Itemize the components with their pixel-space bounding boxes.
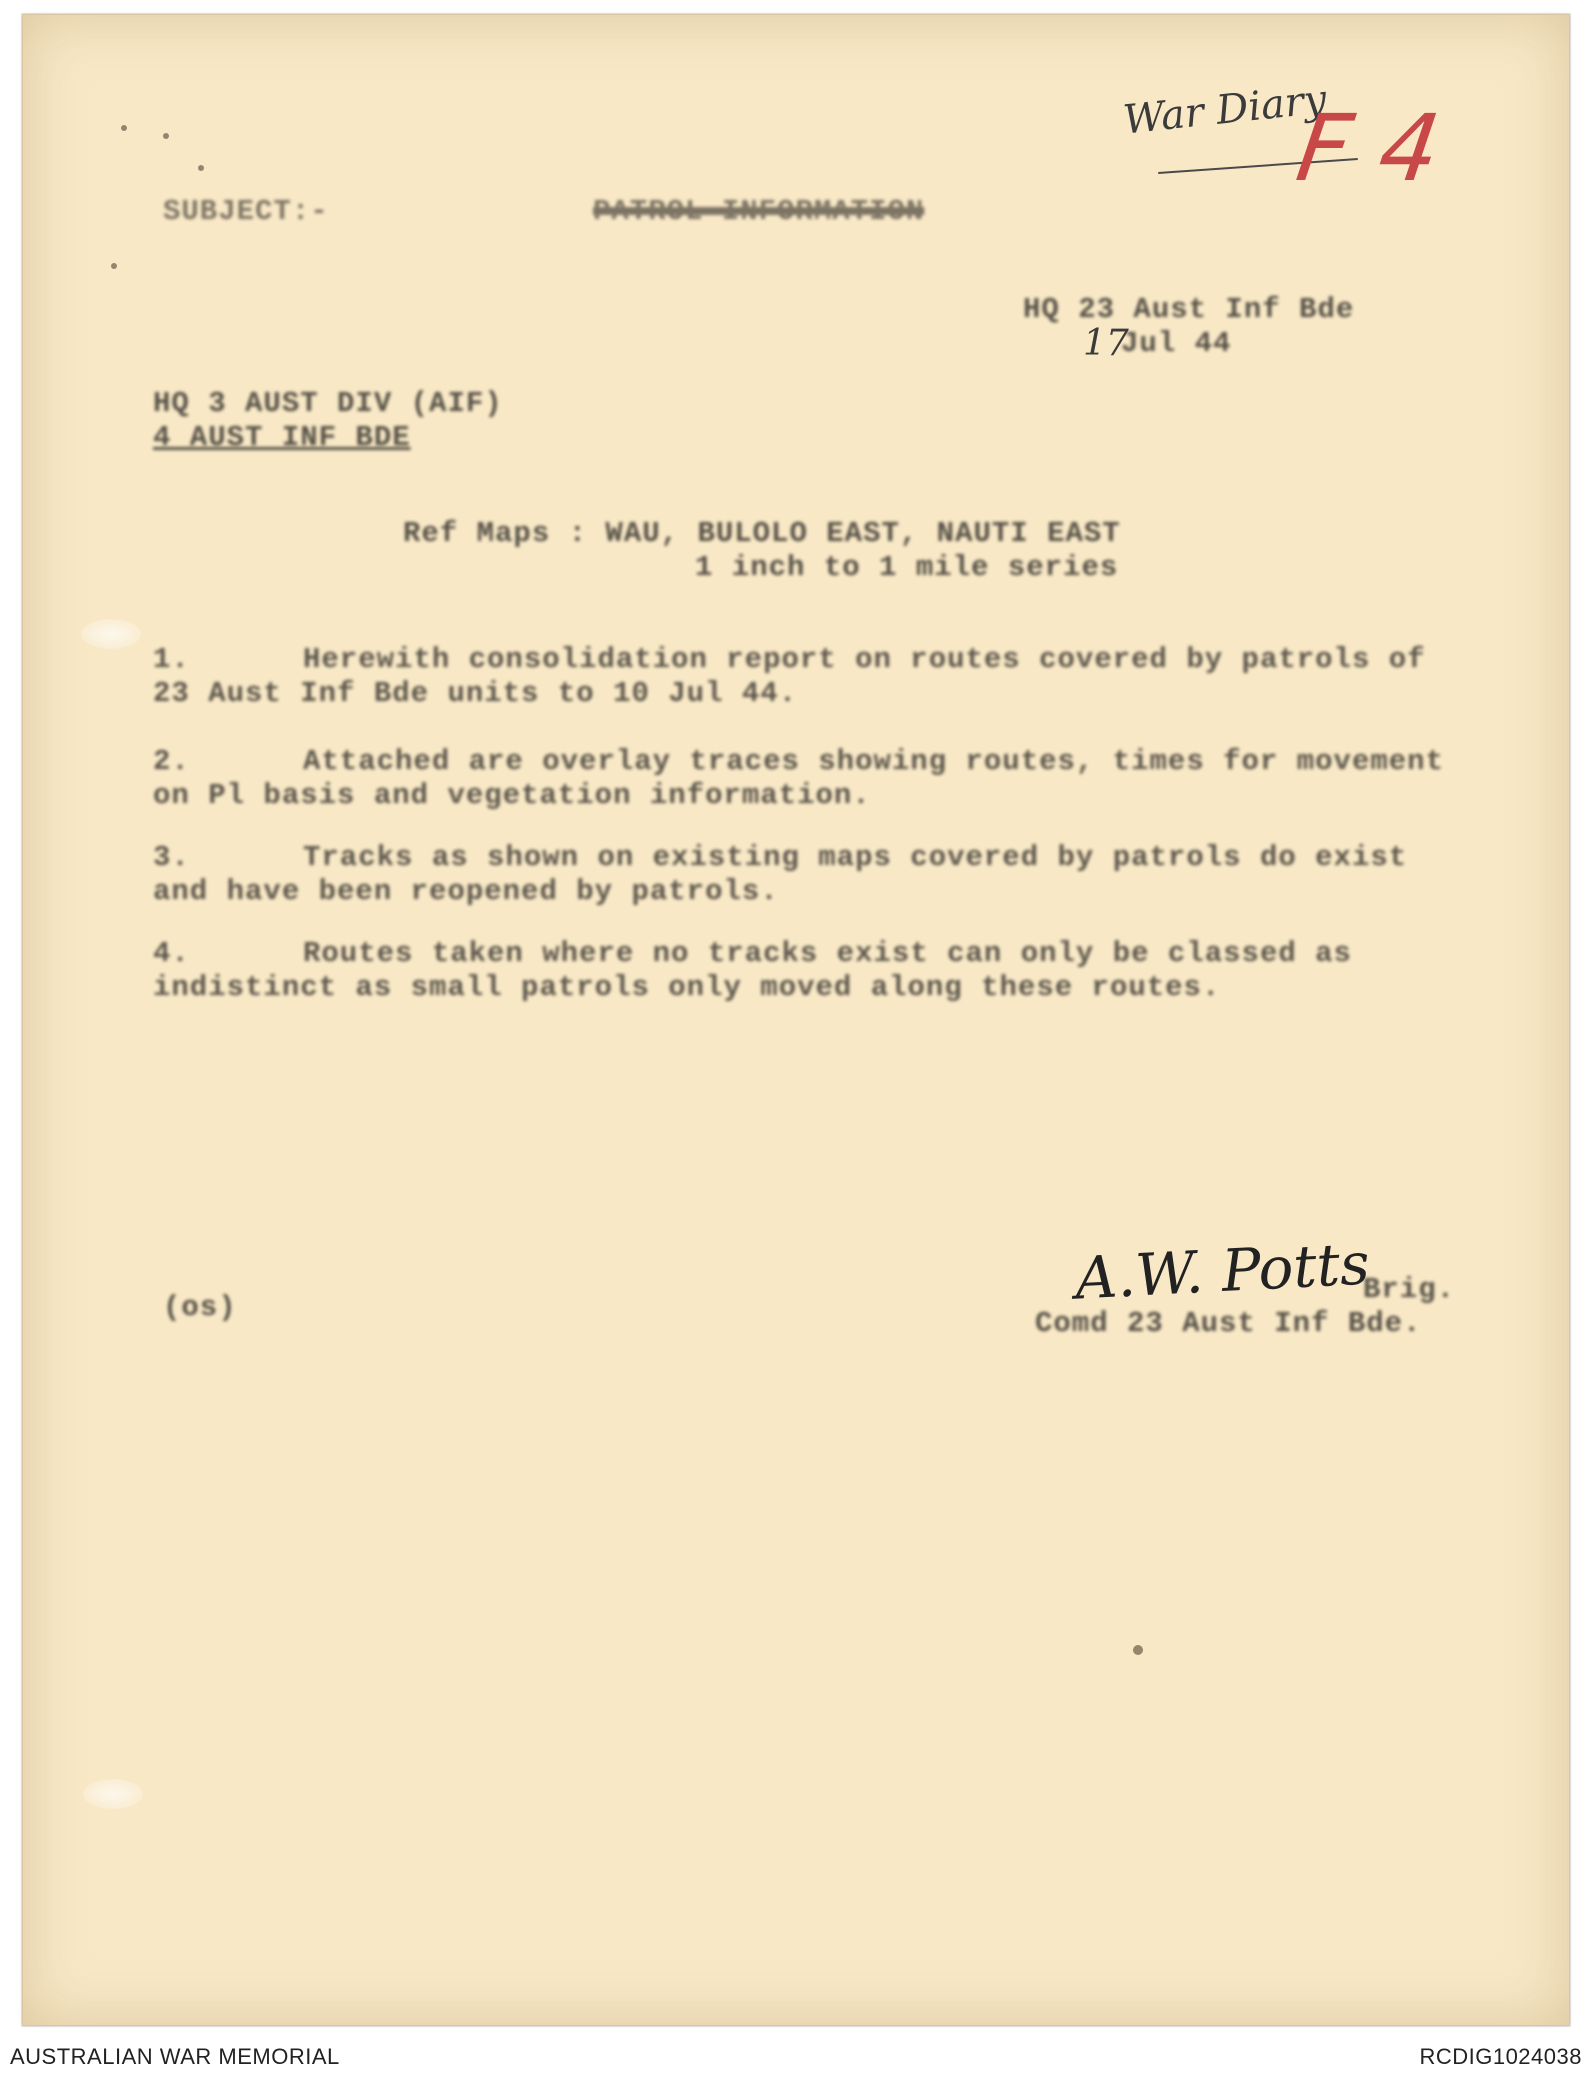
originator-date: Jul 44 xyxy=(1121,327,1232,360)
ref-maps-line-1: Ref Maps : WAU, BULOLO EAST, NAUTI EAST xyxy=(403,517,1121,550)
paragraph-text: Attached are overlay traces showing routes, times for movement on Pl basis and vegetation information. xyxy=(153,745,1444,812)
paragraph-2 xyxy=(153,745,1453,813)
paragraph-number: 3. xyxy=(153,841,190,874)
punch-hole xyxy=(83,1779,143,1809)
paragraph-number: 4. xyxy=(153,937,190,970)
paragraph-1 xyxy=(153,643,1453,711)
ink-mark xyxy=(111,263,117,269)
signature: A.W. Potts xyxy=(1073,1229,1372,1313)
typist-reference: (os) xyxy=(163,1291,237,1324)
date-handwritten: 17 xyxy=(1083,323,1129,364)
originator-line: HQ 23 Aust Inf Bde xyxy=(1023,293,1355,326)
punch-hole xyxy=(81,619,141,649)
subject-label: SUBJECT:- xyxy=(163,195,329,228)
addressee-line-2: 4 AUST INF BDE xyxy=(153,421,411,454)
document-sheet xyxy=(22,14,1570,2026)
paragraph-text: Tracks as shown on existing maps covered by patrols do exist and have been reopened by patrols. xyxy=(153,841,1408,908)
paragraph-number: 2. xyxy=(153,745,190,778)
subject-value: PATROL INFORMATION xyxy=(593,195,925,228)
ink-mark xyxy=(198,165,204,171)
paragraph-3 xyxy=(153,841,1453,909)
paragraph-4 xyxy=(153,937,1453,1005)
footer-left: AUSTRALIAN WAR MEMORIAL xyxy=(10,2044,340,2069)
ink-mark xyxy=(121,125,127,131)
handwritten-note: War Diary xyxy=(1121,76,1329,144)
red-file-marking: F 4 xyxy=(1290,95,1447,202)
ref-maps-line-2: 1 inch to 1 mile series xyxy=(695,551,1119,584)
ink-mark xyxy=(1133,1645,1143,1655)
paragraph-text: Routes taken where no tracks exist can only be classed as indistinct as small patrols only moved along these routes. xyxy=(153,937,1352,1004)
signature-rank: Brig. xyxy=(1363,1273,1456,1306)
footer-right: RCDIG1024038 xyxy=(1419,2044,1582,2069)
paragraph-text: Herewith consolidation report on routes covered by patrols of 23 Aust Inf Bde units to 10 Jul 44. xyxy=(153,643,1426,710)
ink-mark xyxy=(163,133,169,139)
addressee-line-1: HQ 3 AUST DIV (AIF) xyxy=(153,387,503,420)
paragraph-number: 1. xyxy=(153,643,190,676)
signature-title: Comd 23 Aust Inf Bde. xyxy=(1035,1307,1422,1340)
